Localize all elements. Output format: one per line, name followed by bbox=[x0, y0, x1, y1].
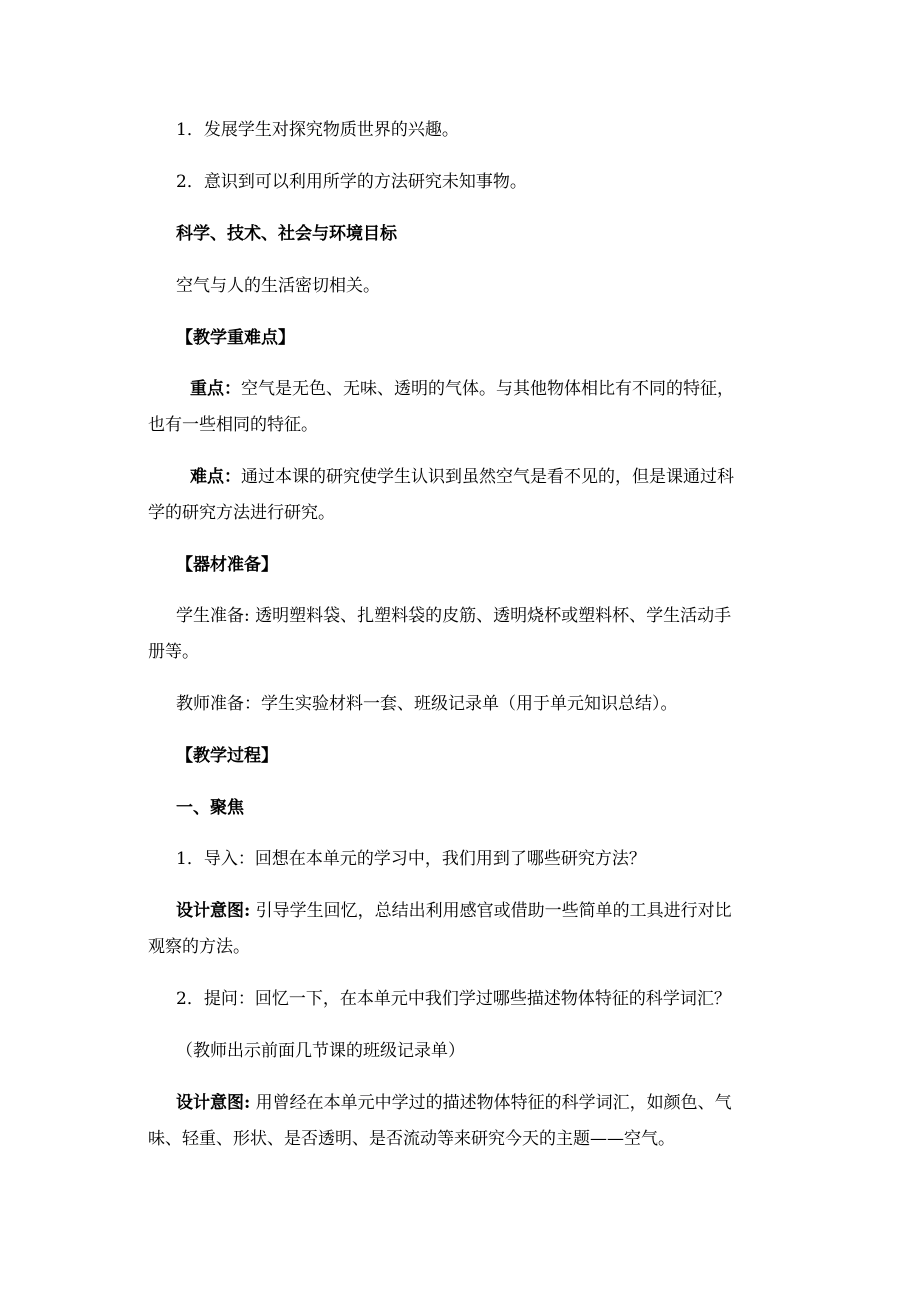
design-intent-2-text: 用曾经在本单元中学过的描述物体特征的科学词汇，如颜色、气 bbox=[250, 1093, 732, 1113]
sts-goal-heading: 科学、技术、社会与环境目标 bbox=[176, 224, 397, 244]
key-points-heading: 【教学重难点】 bbox=[176, 328, 295, 348]
design-intent-1-line-2: 观察的方法。 bbox=[148, 937, 250, 957]
design-intent-2-line-2: 味、轻重、形状、是否透明、是否流动等来研究今天的主题——空气。 bbox=[148, 1129, 675, 1149]
process-heading: 【教学过程】 bbox=[176, 746, 278, 766]
difficulty-paragraph-line-2: 学的研究方法进行研究。 bbox=[148, 503, 335, 523]
teacher-materials: 教师准备：学生实验材料一套、班级记录单（用于单元知识总结）。 bbox=[176, 694, 678, 714]
difficulty-text: 通过本课的研究使学生认识到虽然空气是看不见的，但是课通过科 bbox=[241, 467, 734, 487]
step-1-intro: 1．导入：回想在本单元的学习中，我们用到了哪些研究方法？ bbox=[176, 849, 646, 869]
student-materials-line-2: 册等。 bbox=[148, 642, 199, 662]
design-intent-2-line-1 bbox=[176, 1092, 732, 1114]
section-focus-heading: 一、聚焦 bbox=[176, 798, 244, 818]
step-2-question: 2．提问：回忆一下，在本单元中我们学过哪些描述物体特征的科学词汇？ bbox=[176, 989, 731, 1009]
student-materials-line-1: 学生准备: 透明塑料袋、扎塑料袋的皮筋、透明烧杯或塑料杯、学生活动手 bbox=[176, 606, 732, 626]
focus-paragraph-line-1 bbox=[190, 378, 734, 400]
sts-goal-text: 空气与人的生活密切相关。 bbox=[176, 276, 380, 296]
focus-label: 重点： bbox=[190, 379, 241, 399]
design-intent-1-label: 设计意图: bbox=[176, 901, 251, 921]
materials-heading: 【器材准备】 bbox=[176, 555, 278, 575]
emotion-goal-item-1: 1．发展学生对探究物质世界的兴趣。 bbox=[176, 120, 459, 140]
emotion-goal-item-2: 2．意识到可以利用所学的方法研究未知事物。 bbox=[176, 172, 527, 192]
design-intent-2-label: 设计意图: bbox=[176, 1093, 251, 1113]
difficulty-label: 难点： bbox=[190, 467, 241, 487]
design-intent-1-line-1 bbox=[176, 900, 732, 922]
teacher-note: （教师出示前面几节课的班级记录单） bbox=[176, 1041, 465, 1061]
focus-paragraph-line-2: 也有一些相同的特征。 bbox=[148, 415, 318, 435]
focus-text: 空气是无色、无味、透明的气体。与其他物体相比有不同的特征， bbox=[241, 379, 734, 399]
difficulty-paragraph-line-1 bbox=[190, 466, 734, 488]
design-intent-1-text: 引导学生回忆，总结出利用感官或借助一些简单的工具进行对比 bbox=[250, 901, 732, 921]
